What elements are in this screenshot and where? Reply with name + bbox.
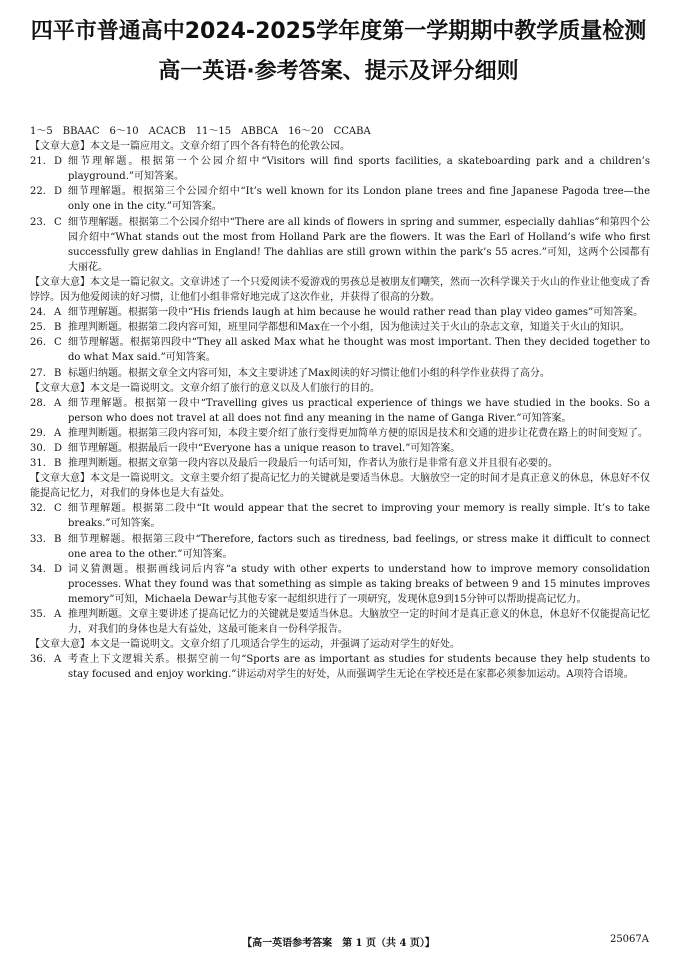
answer-item: [30, 335, 650, 365]
answer-option: A: [54, 609, 62, 620]
answer-item: [30, 215, 650, 275]
question-number: 21.: [30, 156, 46, 168]
question-number: 29.: [30, 427, 46, 439]
question-number: 22.: [30, 186, 46, 198]
answer-option: D: [54, 156, 63, 168]
answer-option: C: [54, 216, 62, 228]
document-title: 四平市普通高中2024-2025学年度第一学期期中教学质量检测: [30, 19, 647, 44]
answer-item: [30, 562, 650, 607]
answer-item: [30, 305, 650, 320]
answer-option: A: [54, 307, 62, 319]
question-number: 31.: [30, 458, 46, 470]
answer-explanation: 细节理解题。根据第一个公园介绍中“Visitors will find sports facilities, a skateboarding park and a children’s playground.”可知答案。: [68, 156, 650, 183]
answer-explanation: 细节理解题。根据第四段中“They all asked Max what he thought was most important. Then they decided together to do what Max said.”可知答案。: [68, 337, 650, 364]
answer-item: [30, 456, 650, 471]
answer-option: B: [54, 322, 62, 334]
answer-explanation: 标题归纳题。根据文章全文内容可知，本文主要讲述了Max阅读的好习惯让他们小组的科学作业获得了高分。: [68, 367, 550, 379]
document-subtitle: 高一英语·参考答案、提示及评分细则: [158, 59, 519, 84]
question-number: 27.: [30, 367, 46, 379]
answer-explanation: 推理判断题。根据第三段内容可知，本段主要介绍了旅行变得更加简单方便的原因是技术和交通的进步让花费在路上的时间变短了。: [68, 427, 648, 439]
question-number: 32.: [30, 503, 46, 515]
answer-item: [30, 396, 650, 426]
answer-item: [30, 426, 650, 441]
answer-item: [30, 607, 650, 637]
answer-item: [30, 154, 650, 184]
article-summary: 【文章大意】本文是一篇应用文。文章介绍了四个各有特色的伦敦公园。: [30, 141, 350, 153]
question-number: 33.: [30, 533, 46, 545]
answer-explanation: 细节理解题。根据第一段中“His friends laugh at him because he would rather read than play video games”可知答案。: [68, 307, 644, 319]
question-number: 36.: [30, 654, 46, 666]
answer-body: [30, 124, 650, 682]
article-summary: 【文章大意】本文是一篇说明文。文章主要介绍了提高记忆力的关键就是要适当休息。大脑放空一定的时间才是真正意义的休息，休息好不仅能提高记忆力，对我们的身体也是大有益处。: [30, 473, 650, 500]
question-number: 26.: [30, 337, 46, 349]
question-number: 24.: [30, 307, 46, 319]
answer-item: [30, 652, 650, 682]
answer-item: [30, 184, 650, 214]
footer-page-info: 【高一英语参考答案 第 1 页（共 4 页）】: [242, 938, 435, 949]
answer-explanation: 考查上下文逻辑关系。根据空前一句“Sports are as important as studies for students because they help students to stay focused and enjoy working.”讲运动对学生的好处，从而强调学生无论在学校还是在家都必须参加运动。A项符合语境。: [68, 654, 650, 681]
question-number: 35.: [30, 609, 46, 620]
answer-explanation: 细节理解题。根据第二个公园介绍中“There are all kinds of flowers in spring and summer, especially dahlias”和第四个公园介绍中“What stands out the most from Holland Park are the flowers. It was the Earl of Holland’s wife who first successfully grew dahlias in England! The dahlias are still grown within the park’s 55 acres.”可知，这两个公园都有大丽花。: [68, 216, 650, 273]
answer-item: [30, 320, 650, 335]
answer-option: C: [54, 503, 62, 515]
footer-code: 25067A: [609, 934, 649, 945]
question-number: 34.: [30, 563, 46, 575]
answer-option: D: [54, 442, 63, 454]
answer-explanation: 细节理解题。根据第一段中“Travelling gives us practical experience of things we have studied in the books. So a person who does not travel at all does not find any meaning in the name of Ganga River.”可知答案。: [68, 397, 650, 424]
answer-explanation: 推理判断题。文章主要讲述了提高记忆力的关键就是要适当休息。大脑放空一定的时间才是真正意义的休息，休息好不仅能提高记忆力，对我们的身体也是大有益处，这最可能来自一份科学报告。: [68, 609, 650, 636]
answer-explanation: 词义猜测题。根据画线词后内容“a study with other experts to understand how to improve memory consolidation processes. What they found was that something as simple as taking breaks of between 9 and 15 minutes improves memory”可知，Michaela Dewar与其他专家一起组织进行了一项研究，发现休息9到15分钟可以帮助提高记忆力。: [68, 563, 650, 605]
question-number: 28.: [30, 397, 46, 409]
answer-option: D: [54, 186, 63, 198]
answer-option: C: [54, 337, 62, 349]
answer-explanation: 细节理解题。根据第二段中“It would appear that the secret to improving your memory is really simple. It’s to take breaks.”可知答案。: [68, 503, 650, 530]
article-summary: 【文章大意】本文是一篇记叙文。文章讲述了一个只爱阅读不爱游戏的男孩总是被朋友们嘲笑，然而一次科学课关于火山的作业让他变成了香饽饽。因为他爱阅读的好习惯，让他们小组非常好地完成了这次作业，并获得了很高的分数。: [30, 276, 650, 304]
answer-item: [30, 532, 650, 562]
answer-option: A: [54, 654, 62, 666]
answer-option: A: [54, 427, 62, 439]
answer-key-line: 1～5 BBAAC 6～10 ACACB 11～15 ABBCA 16～20 CCABA: [30, 126, 371, 137]
answer-option: A: [54, 397, 62, 409]
answer-explanation: 推理判断题。根据第二段内容可知，班里同学都想和Max在一个小组，因为他读过关于火山的杂志文章，知道关于火山的知识。: [68, 322, 630, 334]
question-number: 25.: [30, 322, 46, 334]
article-summary: 【文章大意】本文是一篇说明文。文章介绍了旅行的意义以及人们旅行的目的。: [30, 382, 380, 394]
answer-option: B: [54, 458, 62, 470]
answer-item: [30, 501, 650, 531]
answer-item: [30, 366, 650, 381]
article-summary: 【文章大意】本文是一篇说明文。文章介绍了几项适合学生的运动，并强调了运动对学生的好处。: [30, 639, 460, 651]
question-number: 23.: [30, 216, 46, 228]
answer-explanation: 细节理解题。根据第三个公园介绍中“It’s well known for its London plane trees and fine Japanese Pagoda tree—the only one in the city.”可知答案。: [68, 186, 650, 213]
answer-explanation: 细节理解题。根据最后一段中“Everyone has a unique reason to travel.”可知答案。: [68, 442, 461, 454]
answer-item: [30, 441, 650, 456]
answer-option: B: [54, 533, 62, 545]
question-number: 30.: [30, 442, 46, 454]
answer-option: B: [54, 367, 62, 379]
answer-option: D: [54, 563, 63, 575]
answer-explanation: 推理判断题。根据文章第一段内容以及最后一段最后一句话可知，作者认为旅行是非常有意义并且很有必要的。: [68, 458, 558, 470]
answer-explanation: 细节理解题。根据第三段中“Therefore, factors such as tiredness, bad feelings, or stress make it difficult to connect one area to the other.”可知答案。: [68, 533, 650, 560]
